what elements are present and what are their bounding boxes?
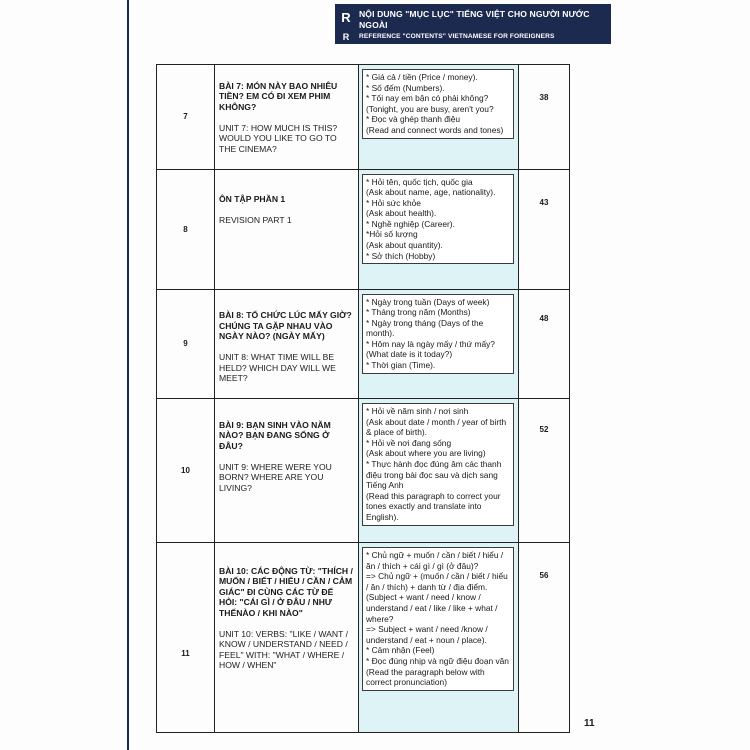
lesson-title-cell — [215, 289, 359, 399]
section-header — [335, 4, 611, 44]
lesson-content-cell — [359, 543, 519, 733]
page-ref: 52 — [539, 425, 549, 434]
header-title-vi: NỘI DUNG "MỤC LỤC" TIẾNG VIỆT CHO NGƯỜI NƯỚC NGOÀI — [359, 9, 590, 30]
page-ref: 38 — [539, 93, 549, 102]
contents-table — [156, 64, 570, 733]
lesson-content-cell — [359, 399, 519, 543]
header-badge-bottom: R — [342, 32, 350, 42]
page-ref-cell — [519, 399, 570, 543]
lesson-content: * Hỏi về năm sinh / nơi sinh (Ask about date / month / year of birth & place of birth). * Hỏi về nơi đang sống (Ask about where you are living) * Thực hành đọc đúng âm các thanh điệu trong bài đọc sau và dịch sang Tiếng Anh (Read this paragraph to correct your tones exactly and translate into English). — [362, 403, 514, 526]
lesson-title-vi: BÀI 10: CÁC ĐỘNG TỪ: "THÍCH / MUỐN / BIẾT / HIỂU / CẦN / CẢM GIÁC" ĐI CÙNG CÁC TỪ ĐỂ HỎI: "CÁI GÌ / Ở ĐÂU / NHƯ THẾNÀO / KHI NÀO" — [219, 565, 353, 618]
page-ref-cell — [519, 289, 570, 399]
lesson-content: * Hỏi tên, quốc tịch, quốc gia (Ask about name, age, nationality). * Hỏi sức khỏe (Ask about health). * Nghề nghiệp (Career). *Hỏi số lượng (Ask about quantity). * Sở thích (Hobby) — [362, 174, 514, 265]
row-number: 9 — [157, 289, 215, 399]
lesson-title-en: REVISION PART 1 — [219, 215, 292, 225]
table-row — [157, 169, 570, 289]
margin-rule — [127, 0, 129, 750]
lesson-content-cell — [359, 289, 519, 399]
page-ref: 56 — [539, 571, 549, 580]
lesson-title-cell — [215, 543, 359, 733]
page-ref: 48 — [539, 313, 549, 323]
row-number: 8 — [157, 169, 215, 289]
page-ref-cell — [519, 543, 570, 733]
row-number: 11 — [157, 543, 215, 733]
lesson-content: * Chủ ngữ + muốn / cần / biết / hiểu / ăn / thích + cái gì / gì (ở đâu)? => Chủ ngữ + (muốn / cần / biết / hiểu / ăn / thích) + danh từ / địa điểm. (Subject + want / need / know / understand / eat / like / like + what / where? => Subject + want / need /know / understand / eat + noun / place). * Cảm nhận (Feel) * Đọc đúng nhịp và ngữ điệu đoạn văn (Read the paragraph below with correct pronunciation) — [362, 547, 514, 691]
lesson-title-cell — [215, 65, 359, 170]
lesson-title-en: UNIT 10: VERBS: "LIKE / WANT / KNOW / UNDERSTAND / NEED / FEEL" WITH: "WHAT / WHERE / HOW / WHEN" — [219, 628, 348, 670]
page-ref-cell — [519, 65, 570, 170]
row-number: 7 — [157, 65, 215, 170]
lesson-title-cell — [215, 169, 359, 289]
lesson-title-cell — [215, 399, 359, 543]
table-row — [157, 543, 570, 733]
lesson-title-en: UNIT 8: WHAT TIME WILL BE HELD? WHICH DAY WILL WE MEET? — [219, 352, 336, 383]
table-row — [157, 65, 570, 170]
page-ref-cell — [519, 169, 570, 289]
lesson-content: * Ngày trong tuần (Days of week) * Tháng trong năm (Months) * Ngày trong tháng (Days of the month). * Hôm nay là ngày mấy / thứ mấy? (What date is it today?) * Thời gian (Time). — [362, 294, 514, 374]
lesson-content-cell — [359, 169, 519, 289]
lesson-title-vi: BÀI 8: TỔ CHỨC LÚC MẤY GIỜ? CHÚNG TA GẶP NHAU VÀO NGÀY NÀO? (NGÀY MẤY) — [219, 310, 352, 341]
lesson-title-en: UNIT 7: HOW MUCH IS THIS? WOULD YOU LIKE TO GO TO THE CINEMA? — [219, 122, 338, 154]
header-badge-top: R — [341, 10, 351, 25]
lesson-title-vi: ÔN TẬP PHẦN 1 — [219, 194, 286, 204]
page-ref: 43 — [539, 197, 549, 207]
lesson-title-vi: BÀI 7: MÓN NÀY BAO NHIÊU TIỀN? EM CÓ ĐI XEM PHIM KHÔNG? — [219, 80, 338, 112]
lesson-content-cell — [359, 65, 519, 170]
lesson-title-vi: BÀI 9: BẠN SINH VÀO NĂM NÀO? BẠN ĐANG SỐNG Ở ĐÂU? — [219, 419, 331, 451]
table-row — [157, 399, 570, 543]
page-number: 11 — [584, 718, 595, 729]
table-row — [157, 289, 570, 399]
header-title-en: REFERENCE "CONTENTS" VIETNAMESE FOR FOREIGNERS — [359, 33, 555, 40]
lesson-title-en: UNIT 9: WHERE WERE YOU BORN? WHERE ARE YOU LIVING? — [219, 461, 332, 493]
row-number: 10 — [157, 399, 215, 543]
lesson-content: * Giá cả / tiền (Price / money). * Số đếm (Numbers). * Tối nay em bận có phải không? (Tonight, you are busy, aren't you? * Đọc và ghép thanh điệu (Read and connect words and tones) — [362, 69, 514, 139]
